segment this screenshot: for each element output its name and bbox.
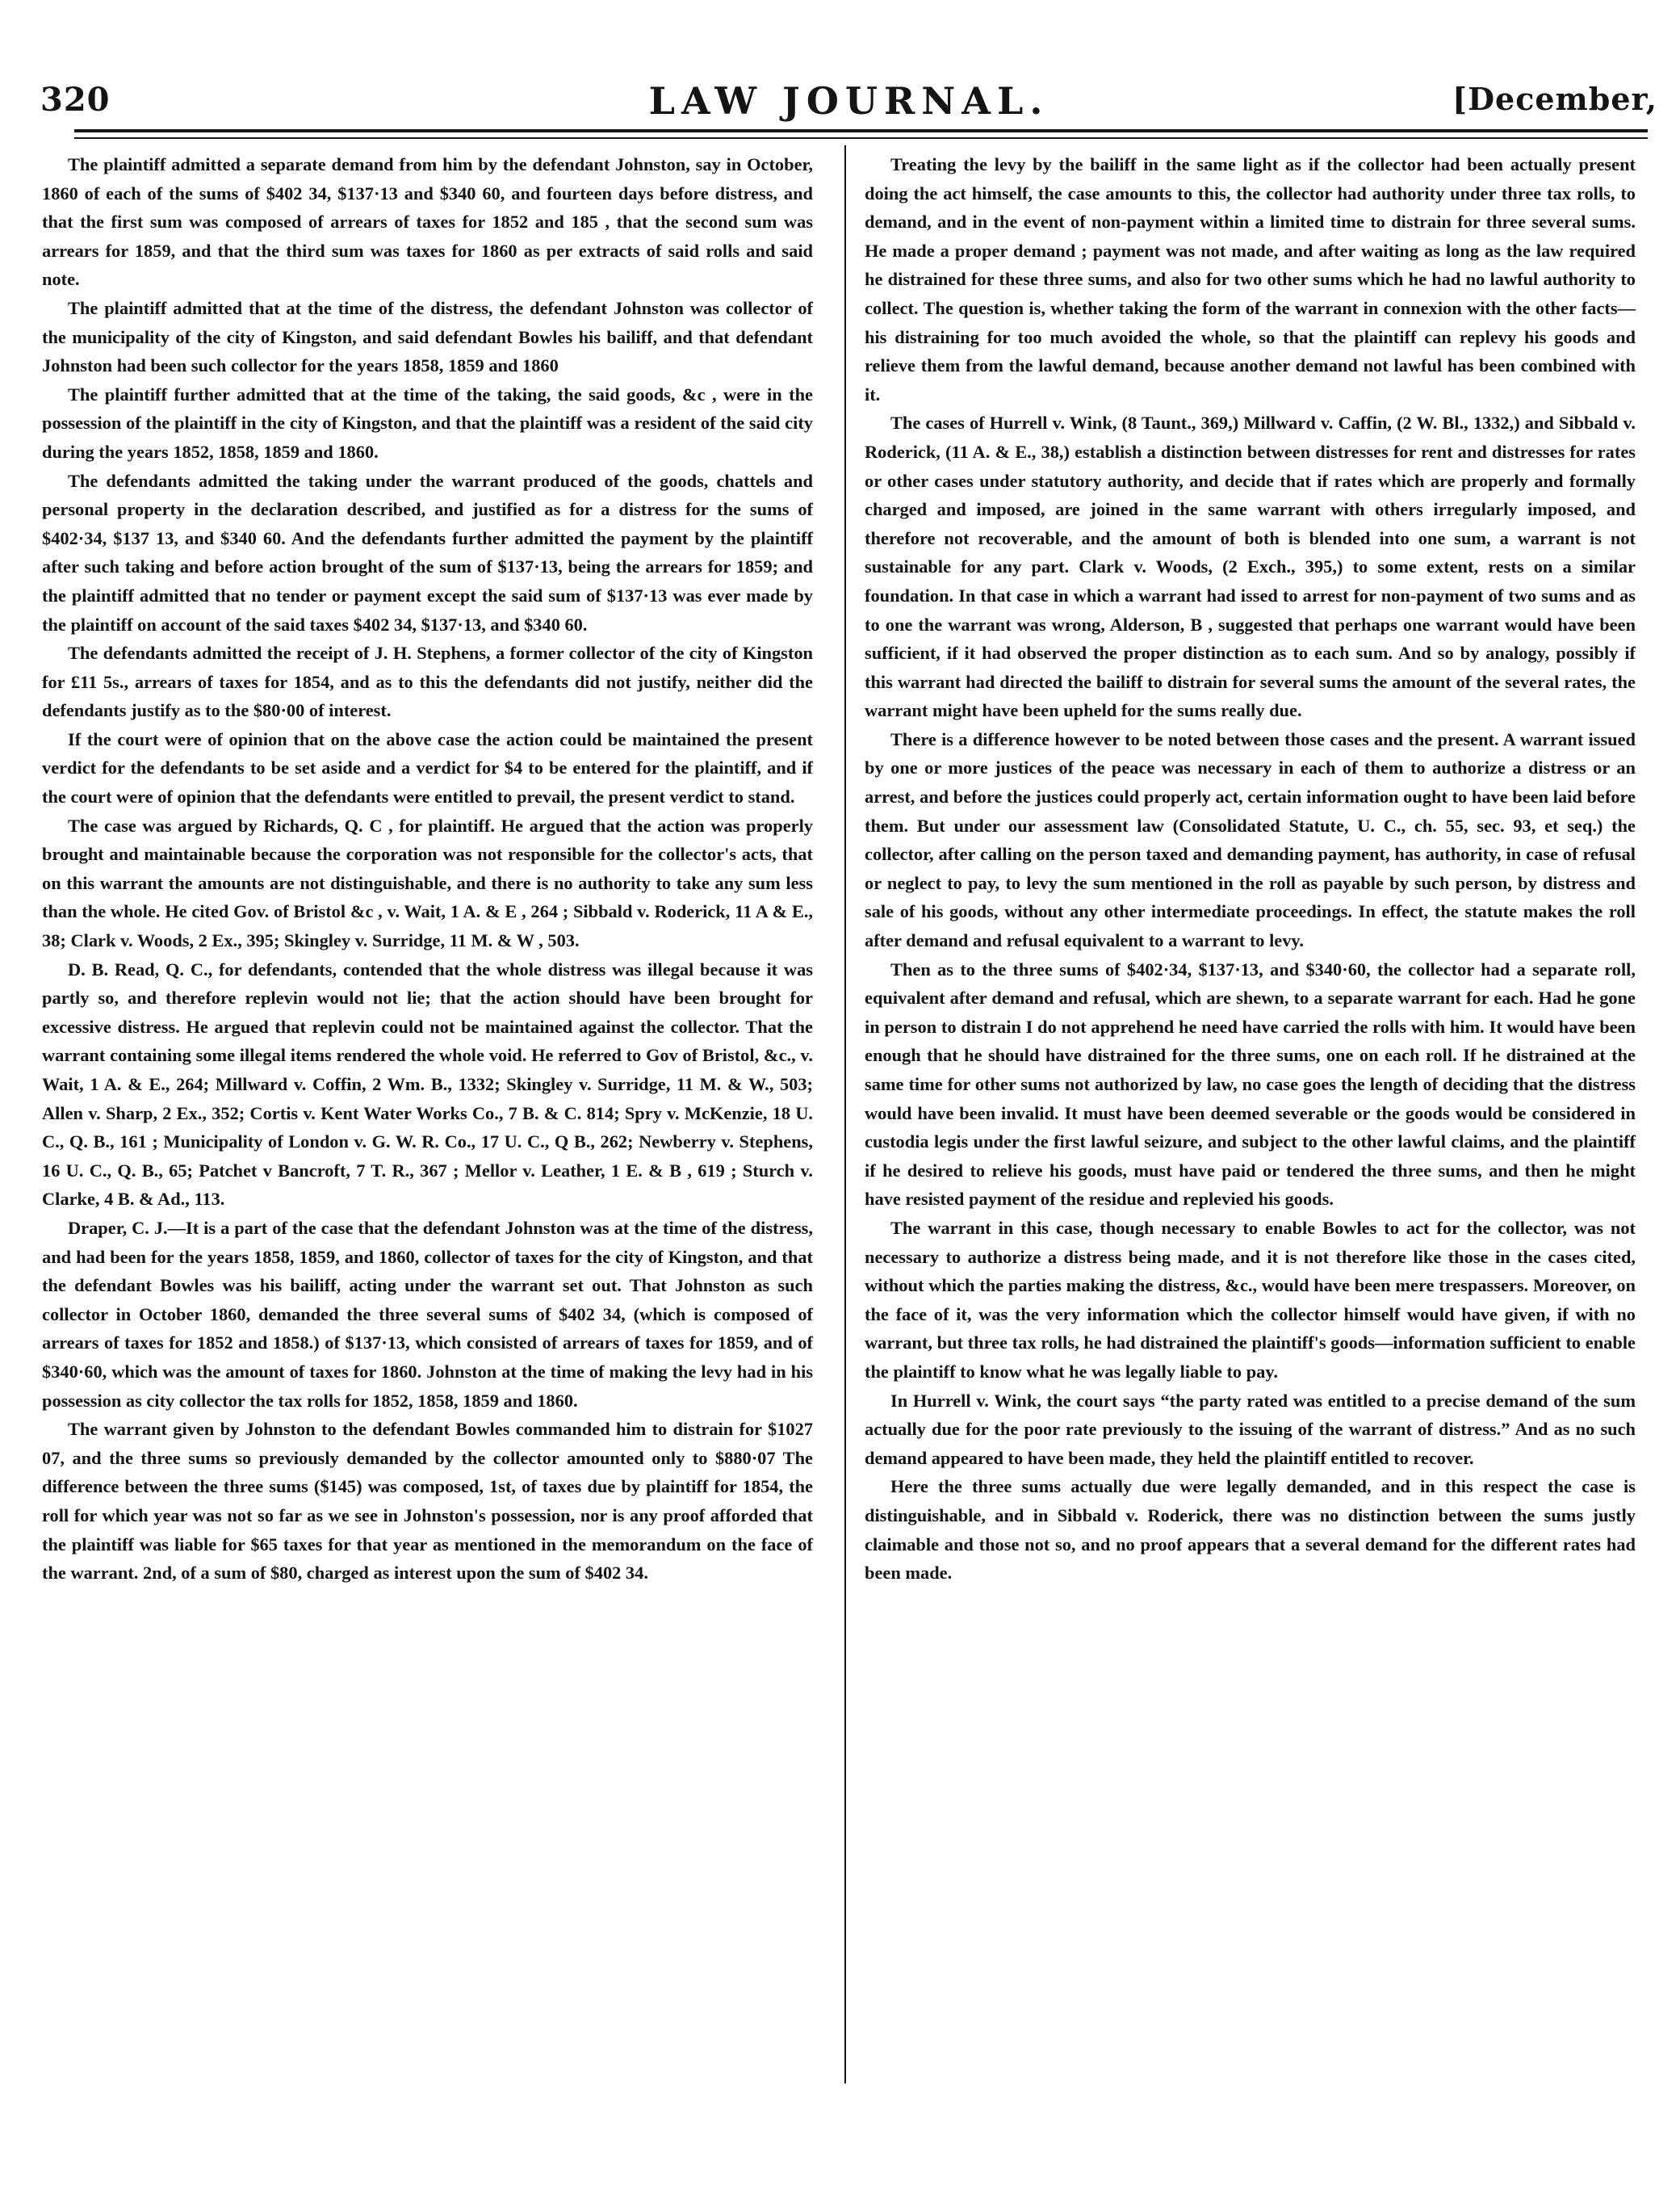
paragraph: Then as to the three sums of $402·34, $137·13, and $340·60, the collector had a separate roll, equivalent after demand and refusal, which are shewn, to a separate warrant for each. Had he gone in person to distrain I do not apprehend he need have carried the rolls with him. It would have been enough that he should have distrained for the three sums, one on each roll. If he distrained at the same time for other sums not authorized by law, no case goes the length of deciding that the distress would have been invalid. It must have been deemed severable or the goods would be considered in custodia legis under the first lawful seizure, and subject to the other lawful claims, and the plaintiff if he desired to relieve his goods, must have paid or tendered the three sums, and then he might have resisted payment of the residue and replevied his goods.: [865, 959, 1636, 1210]
journal-title: LAW JOURNAL.: [648, 79, 1049, 123]
paragraph: Treating the levy by the bailiff in the same light as if the collector had been actually present doing the act himself, the case amounts to this, the collector had authority under three tax rolls, to demand, and in the event of non-payment within a limited time to distrain for three several sums. He made a proper demand ; payment was not made, and after waiting as long as the law required he distrained for these three sums, and also for two other sums which he had no lawful authority to collect. The question is, whether taking the form of the warrant in connexion with the other facts—his distraining for too much avoided the whole, so that the plaintiff can replevy his goods and relieve them from the lawful demand, because another demand not lawful has been combined with it.: [865, 154, 1636, 405]
column-divider: [844, 145, 846, 2083]
paragraph: The plaintiff further admitted that at the time of the taking, the said goods, &c , were in the possession of the plaintiff in the city of Kingston, and that the plaintiff was a resident of the said city during the years 1852, 1858, 1859 and 1860.: [42, 384, 813, 462]
page-number: 320: [40, 81, 111, 119]
paragraph: There is a difference however to be noted between those cases and the present. A warrant issued by one or more justices of the peace was necessary in each of them to authorize a distress or an arrest, and before the justices could properly act, certain information ought to have been laid before them. But under our assessment law (Consolidated Statute, U. C., ch. 55, sec. 93, et seq.) the collector, after calling on the person taxed and demanding payment, has authority, in case of refusal or neglect to pay, to levy the sum mentioned in the roll as payable by such person, by distress and sale of his goods, without any other intermediate proceedings. In effect, the statute makes the roll after demand and refusal equivalent to a warrant to levy.: [865, 728, 1636, 951]
paragraph: The case was argued by Richards, Q. C , for plaintiff. He argued that the action was properly brought and maintainable because the corporation was not responsible for the collector's acts, that on this warrant the amounts are not distinguishable, and there is no authority to take any sum less than the whole. He cited Gov. of Bristol &c , v. Wait, 1 A. & E , 264 ; Sibbald v. Roderick, 11 A & E., 38; Clark v. Woods, 2 Ex., 395; Skingley v. Surridge, 11 M. & W , 503.: [42, 815, 813, 951]
header-rule-thin: [74, 137, 1648, 139]
right-column: [865, 150, 1636, 1588]
paragraph: The plaintiff admitted that at the time of the distress, the defendant Johnston was collector of the municipality of the city of Kingston, and said defendant Bowles his bailiff, and that defendant Johnston had been such collector for the years 1858, 1859 and 1860: [42, 297, 813, 376]
paragraph: The cases of Hurrell v. Wink, (8 Taunt., 369,) Millward v. Caffin, (2 W. Bl., 1332,) and Sibbald v. Roderick, (11 A. & E., 38,) establish a distinction between distresses for rent and distresses for rates or other cases under statutory authority, and decide that if rates which are properly and formally charged and imposed, are joined in the same warrant with others irregularly imposed, and therefore not recoverable, and the amount of both is blended into one sum, a warrant is not sustainable for any part. Clark v. Woods, (2 Exch., 395,) to some extent, rests on a similar foundation. In that case in which a warrant had issed to arrest for non-payment of two sums and as to one the warrant was wrong, Alderson, B , suggested that perhaps one warrant would have been sufficient, if it had observed the proper distinction as to each sum. And so by analogy, possibly if this warrant had directed the bailiff to distrain for several sums the amount of the several rates, the warrant might have been upheld for the sums really due.: [865, 413, 1636, 721]
running-head: [40, 81, 1657, 129]
paragraph: The defendants admitted the taking under the warrant produced of the goods, chattels and personal property in the declaration described, and justified as for a distress for the sums of $402·34, $137 13, and $340 60. And the defendants further admitted the payment by the plaintiff after such taking and before action brought of the sum of $137·13, being the arrears for 1859; and the plaintiff admitted that no tender or payment except the said sum of $137·13 was ever made by the plaintiff on account of the said taxes $402 34, $137·13, and $340 60.: [42, 470, 813, 635]
header-rule-thick: [74, 129, 1648, 132]
paragraph: In Hurrell v. Wink, the court says “the party rated was entitled to a precise demand of the sum actually due for the poor rate previously to the issuing of the warrant of distress.” And as no such demand appeared to have been made, they held the plaintiff entitled to recover.: [865, 1390, 1636, 1468]
paragraph: If the court were of opinion that on the above case the action could be maintained the present verdict for the defendants to be set aside and a verdict for $4 to be entered for the plaintiff, and if the court were of opinion that the defendants were entitled to prevail, the present verdict to stand.: [42, 728, 813, 808]
paragraph: Here the three sums actually due were legally demanded, and in this respect the case is distinguishable, and in Sibbald v. Roderick, there was no distinction between the sums justly claimable and those not so, and no proof appears that a several demand for the different rates had been made.: [865, 1476, 1636, 1584]
paragraph: The warrant given by Johnston to the defendant Bowles commanded him to distrain for $1027 07, and the three sums so previously demanded by the collector amounted only to $880·07 The difference between the three sums ($145) was composed, 1st, of taxes due by plaintiff for 1854, the roll for which year was not so far as we see in Johnston's possession, nor is any proof afforded that the plaintiff was liable for $65 taxes for that year as mentioned in the memorandum on the face of the warrant. 2nd, of a sum of $80, charged as interest upon the sum of $402 34.: [42, 1419, 813, 1584]
paragraph: The warrant in this case, though necessary to enable Bowles to act for the collector, was not necessary to authorize a distress being made, and it is not therefore like those in the cases cited, without which the parties making the distress, &c., would have been mere trespassers. Moreover, on the face of it, was the very information which the collector himself would have given, if with no warrant, but three tax rolls, he had distrained the plaintiff's goods—information sufficient to enable the plaintiff to know what he was legally liable to pay.: [865, 1217, 1636, 1382]
left-column: [42, 150, 813, 1588]
paragraph: D. B. Read, Q. C., for defendants, contended that the whole distress was illegal because it was partly so, and therefore replevin would not lie; that the action should have been brought for excessive distress. He argued that replevin could not be maintained against the collector. That the warrant containing some illegal items rendered the whole void. He referred to Gov of Bristol, &c., v. Wait, 1 A. & E., 264; Millward v. Coffin, 2 Wm. B., 1332; Skingley v. Surridge, 11 M. & W., 503; Allen v. Sharp, 2 Ex., 352; Cortis v. Kent Water Works Co., 7 B. & C. 814; Spry v. McKenzie, 18 U. C., Q. B., 161 ; Municipality of London v. G. W. R. Co., 17 U. C., Q B., 262; Newberry v. Stephens, 16 U. C., Q. B., 65; Patchet v Bancroft, 7 T. R., 367 ; Mellor v. Leather, 1 E. & B , 619 ; Sturch v. Clarke, 4 B. & Ad., 113.: [42, 959, 813, 1210]
issue-label: [December,: [1452, 81, 1657, 117]
paragraph: Draper, C. J.—It is a part of the case that the defendant Johnston was at the time of the distress, and had been for the years 1858, 1859, and 1860, collector of taxes for the city of Kingston, and that the defendant Bowles was his bailiff, acting under the warrant set out. That Johnston as such collector in October 1860, demanded the three several sums of $402 34, (which is composed of arrears of taxes for 1852 and 1858.) of $137·13, which consisted of arrears of taxes for 1859, and of $340·60, which was the amount of taxes for 1860. Johnston at the time of making the levy had in his possession as city collector the tax rolls for 1852, 1858, 1859 and 1860.: [42, 1217, 813, 1411]
paragraph: The plaintiff admitted a separate demand from him by the defendant Johnston, say in October, 1860 of each of the sums of $402 34, $137·13 and $340 60, and fourteen days before distress, and that the first sum was composed of arrears of taxes for 1852 and 185 , that the second sum was arrears for 1859, and that the third sum was taxes for 1860 as per extracts of said rolls and said note.: [42, 154, 813, 290]
paragraph: The defendants admitted the receipt of J. H. Stephens, a former collector of the city of Kingston for £11 5s., arrears of taxes for 1854, and as to this the defendants did not justify, neither did the defendants justify as to the $80·00 of interest.: [42, 643, 813, 721]
